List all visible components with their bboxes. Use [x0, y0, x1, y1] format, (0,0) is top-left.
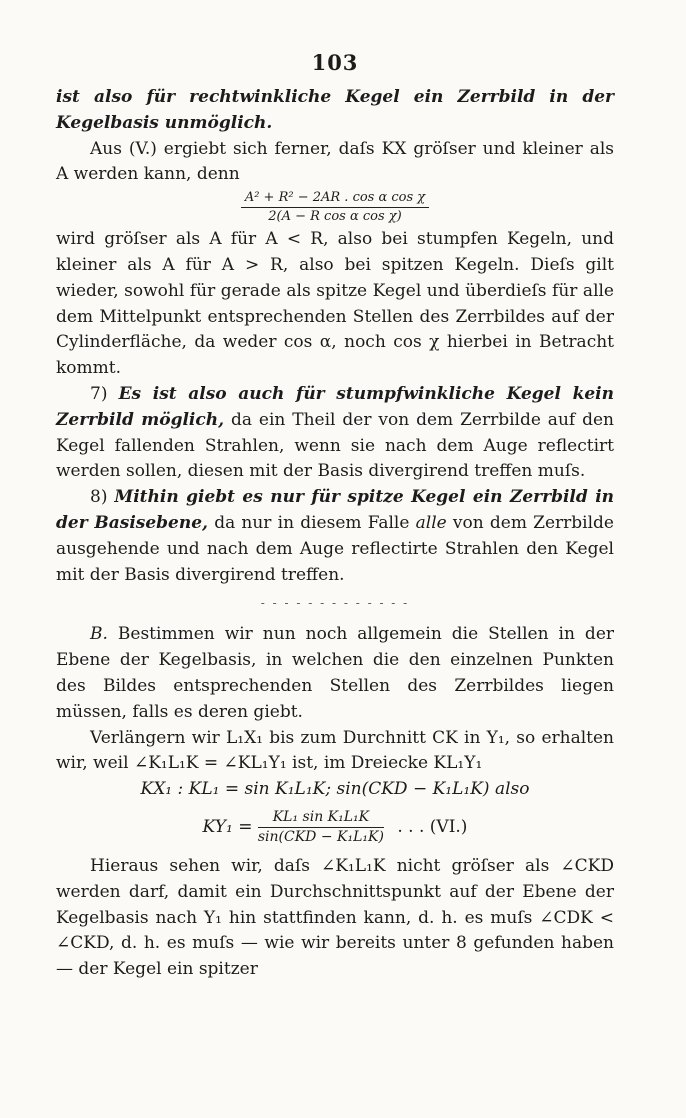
paragraph-3: wird gröſser als A für A < R, also bei stumpfen Kegeln, und kleiner als A für A > R, also bei spitzen Kegeln. Dieſs gilt wieder, sowohl für gerade als spitze Kegel und überdieſs für alle dem Mittelpunkt entsprechenden Stellen des Zerrbildes auf der Cylinderfläche, da weder cos α, noch cos χ hierbei in Betracht kommt.: [56, 229, 614, 379]
equation-vi-fraction: [258, 809, 384, 846]
equation-vi-denominator: sin(CKD − K₁L₁K): [257, 828, 384, 845]
equation-vi-numerator: KL₁ sin K₁L₁K: [258, 809, 384, 828]
equation-vi: [56, 809, 614, 846]
section-separator: - - - - - - - - - - - - -: [260, 596, 410, 611]
formula-1-denominator: 2(A − R cos α cos χ): [268, 209, 402, 225]
paragraph-5-emphasis: Mithin giebt es nur für spitze Kegel ein Zerrbild in der Basisebene,: [56, 487, 615, 533]
paragraph-4: [56, 382, 614, 485]
section-label-b: B.: [90, 624, 108, 645]
paragraph-4-rest: da ein Theil der von dem Zerrbilde auf den Kegel fallenden Strahlen, wenn sie nach dem Auge reflectirt werden sollen, diesen mit der Basis divergirend treffen muſs.: [56, 409, 614, 482]
paragraph-1: ist also für rechtwinkliche Kegel ein Zerrbild in der Kegelbasis unmöglich.: [56, 87, 614, 133]
formula-1-fraction: [241, 190, 429, 225]
item-number-7: 7): [90, 383, 108, 404]
paragraph-5-mid: da nur in diesem Falle: [214, 512, 410, 533]
paragraph-5: [56, 485, 614, 588]
paragraph-2: Aus (V.) ergiebt sich ferner, daſs KX gröſser und kleiner als A werden kann, denn: [56, 138, 614, 185]
paragraph-4-emphasis: Es ist also auch für stumpfwinkliche Kegel kein Zerrbild möglich,: [56, 383, 614, 430]
paragraph-6-rest: Bestimmen wir nun noch allgemein die Stellen in der Ebene der Kegelbasis, in welchen die den einzelnen Punkten des Bildes entsprechenden Stellen des Zerrbildes liegen müssen, falls es deren giebt.: [56, 624, 615, 722]
paragraph-7: Verlängern wir L₁X₁ bis zum Durchnitt CK in Y₁, so erhalten wir, weil ∠K₁L₁K = ∠KL₁Y₁ ist, im Dreiecke KL₁Y₁: [56, 727, 614, 774]
equation-vi-label: . . . (VI.): [397, 816, 468, 837]
page-number: 103: [311, 50, 359, 75]
formula-1-numerator: A² + R² − 2AR . cos α cos χ: [241, 190, 429, 208]
formula-1: [56, 190, 614, 225]
paragraph-5-alle: alle: [415, 512, 447, 533]
equation-vi-lhs: KY₁ =: [202, 816, 253, 837]
paragraph-8: Hieraus sehen wir, daſs ∠K₁L₁K nicht gröſser als ∠CKD werden darf, damit ein Durchschnittspunkt auf der Ebene der Kegelbasis nach Y₁ hin stattfinden kann, d. h. es muſs ∠CDK < ∠CKD, d. h. es muſs — wie wir bereits unter 8 gefunden haben — der Kegel ein spitzer: [56, 855, 614, 980]
item-number-8: 8): [90, 487, 108, 508]
equation-line: KX₁ : KL₁ = sin K₁L₁K; sin(CKD − K₁L₁K) also: [140, 779, 530, 800]
paragraph-6: [56, 622, 614, 725]
paragraph-5-rest: von dem Zerrbilde ausgehende und nach dem Auge reflectirte Strahlen den Kegel mit der Basis divergirend treffen.: [56, 512, 614, 585]
page: [56, 50, 614, 983]
